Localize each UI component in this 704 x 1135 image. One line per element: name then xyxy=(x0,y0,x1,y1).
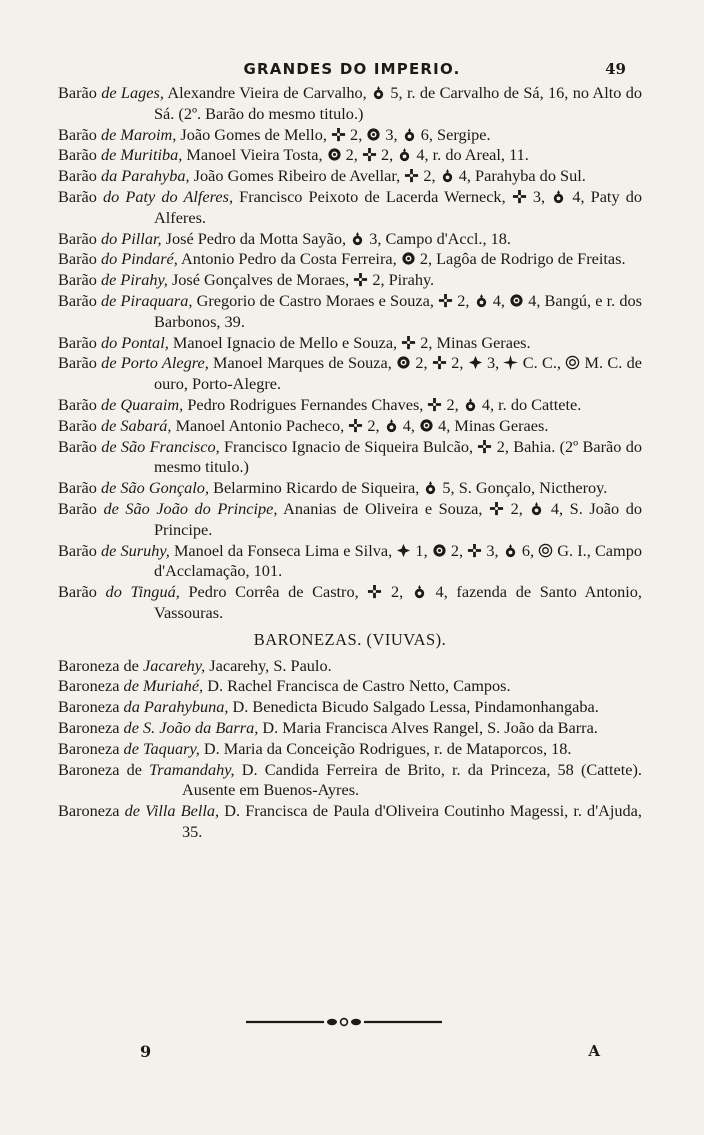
entry-pontal: Barão do Pontal, Manoel Ignacio de Mello e Souza, 2, Minas Geraes. xyxy=(58,332,531,352)
entry-pirahy: Barão de Pirahy, José Gonçalves de Moraes, 2, Pirahy. xyxy=(58,270,435,290)
entry-baroneza-muriahe: Baroneza de Muriahé, D. Rachel Francisca de Castro Netto, Campos. xyxy=(58,676,511,696)
cross-icon xyxy=(512,189,527,204)
rose-icon xyxy=(412,584,427,599)
text-body xyxy=(58,83,642,843)
wreath-icon xyxy=(401,251,416,266)
ornament-divider-icon xyxy=(244,1016,444,1028)
wreath-icon xyxy=(432,543,447,558)
rose-icon xyxy=(371,85,386,100)
entry-pillar: Barão do Pillar, José Pedro da Motta Sayão, 3, Campo d'Accl., 18. xyxy=(58,228,511,248)
entry-sabara: Barão de Sabará, Manoel Antonio Pacheco, 2, 4, 4, Minas Geraes. xyxy=(58,415,549,435)
star-icon xyxy=(503,355,518,370)
cross-star-icon xyxy=(468,355,483,370)
rose-icon xyxy=(503,543,518,558)
entry-tingua: Barão do Tinguá, Pedro Corrêa de Castro, 2, 4, fazenda de Santo Antonio, Vassouras. xyxy=(58,582,643,622)
printer-mark: A xyxy=(588,1042,600,1060)
wreath-icon xyxy=(327,147,342,162)
entry-muritiba: Barão de Muritiba, Manoel Vieira Tosta, 2, 2, 4, r. do Areal, 11. xyxy=(58,145,529,165)
entry-sao-francisco: Barão de São Francisco, Francisco Ignacio de Siqueira Bulcão, 2, Bahia. (2º Barão do mesmo titulo.) xyxy=(58,436,642,477)
entry-baroneza-tramandahy: Baroneza de Tramandahy, D. Candida Ferreira de Brito, r. da Princeza, 58 (Cattete). Ausente em Buenos-Ayres. xyxy=(58,759,642,800)
circle-icon xyxy=(538,543,553,558)
rose-icon xyxy=(463,397,478,412)
cross-icon xyxy=(432,355,447,370)
wreath-icon xyxy=(366,127,381,142)
entry-porto-alegre: Barão de Porto Alegre, Manoel Marques de Souza, 2, 2, 3, C. C., M. C. de ouro, Porto-Alegre. xyxy=(58,353,642,394)
wreath-icon xyxy=(419,418,434,433)
entry-maroim: Barão de Maroim, João Gomes de Mello, 2, 3, 6, Sergipe. xyxy=(58,124,491,144)
wreath-icon xyxy=(396,355,411,370)
entry-quaraim: Barão de Quaraim, Pedro Rodrigues Fernandes Chaves, 2, 4, r. do Cattete. xyxy=(58,394,582,414)
rose-icon xyxy=(529,501,544,516)
cross-icon xyxy=(477,439,492,454)
cross-icon xyxy=(467,543,482,558)
entry-baroneza-jacarehy: Baroneza de Jacarehy, Jacarehy, S. Paulo. xyxy=(58,655,332,675)
rose-icon xyxy=(397,147,412,162)
entry-parahyba: Barão da Parahyba, João Gomes Ribeiro de Avellar, 2, 4, Parahyba do Sul. xyxy=(58,166,586,186)
cross-icon xyxy=(367,584,382,599)
cross-icon xyxy=(438,293,453,308)
page-title: GRANDES DO IMPERIO. xyxy=(243,60,461,78)
entry-sao-joao-do-principe: Barão de São João do Principe, Ananias de Oliveira e Souza, 2, 4, S. João do Principe. xyxy=(58,498,642,539)
running-header xyxy=(0,58,704,82)
entry-lages: Barão de Lages, Alexandre Vieira de Carvalho, 5, r. de Carvalho de Sá, 16, no Alto do Sá. (2º. Barão do mesmo titulo.) xyxy=(58,83,643,123)
cross-icon xyxy=(362,147,377,162)
entry-baroneza-parahybuna: Baroneza da Parahybuna, D. Benedicta Bicudo Salgado Lessa, Pindamonhangaba. xyxy=(58,697,599,717)
rose-icon xyxy=(384,418,399,433)
cross-icon xyxy=(348,418,363,433)
section-title: BARONEZAS. (VIUVAS). xyxy=(253,629,447,649)
cross-star-icon xyxy=(396,543,411,558)
rose-icon xyxy=(423,480,438,495)
entry-baroneza-sao-joao-da-barra: Baroneza de S. João da Barra, D. Maria Francisca Alves Rangel, S. João da Barra. xyxy=(58,717,598,737)
cross-icon xyxy=(404,168,419,183)
entry-baroneza-taquary: Baroneza de Taquary, D. Maria da Conceição Rodrigues, r. de Mataporcos, 18. xyxy=(58,738,572,758)
entry-suruhy: Barão de Suruhy, Manoel da Fonseca Lima e Silva, 1, 2, 3, 6, G. I., Campo d'Acclamação, 101. xyxy=(58,540,642,581)
cross-icon xyxy=(401,335,416,350)
cross-icon xyxy=(489,501,504,516)
wreath-icon xyxy=(509,293,524,308)
cross-icon xyxy=(353,272,368,287)
rose-icon xyxy=(350,231,365,246)
rose-icon xyxy=(402,127,417,142)
entry-pindare: Barão do Pindaré, Antonio Pedro da Costa Ferreira, 2, Lagôa de Rodrigo de Freitas. xyxy=(58,249,626,269)
signature-mark: 9 xyxy=(140,1042,152,1061)
circle-icon xyxy=(565,355,580,370)
entry-paty-do-alferes: Barão do Paty do Alferes, Francisco Peixoto de Lacerda Werneck, 3, 4, Paty do Alferes. xyxy=(58,186,642,227)
page-number: 49 xyxy=(605,60,626,78)
rose-icon xyxy=(440,168,455,183)
entry-sao-goncalo: Barão de São Gonçalo, Belarmino Ricardo de Siqueira, 5, S. Gonçalo, Nictheroy. xyxy=(58,478,608,498)
cross-icon xyxy=(427,397,442,412)
rose-icon xyxy=(551,189,566,204)
rose-icon xyxy=(474,293,489,308)
entry-baroneza-villa-bella: Baroneza de Villa Bella, D. Francisca de Paula d'Oliveira Coutinho Magessi, r. d'Ajuda, 35. xyxy=(58,801,642,841)
cross-icon xyxy=(331,127,346,142)
entry-piraquara: Barão de Piraquara, Gregorio de Castro Moraes e Souza, 2, 4, 4, Bangú, e r. dos Barbonos, 39. xyxy=(58,290,642,331)
